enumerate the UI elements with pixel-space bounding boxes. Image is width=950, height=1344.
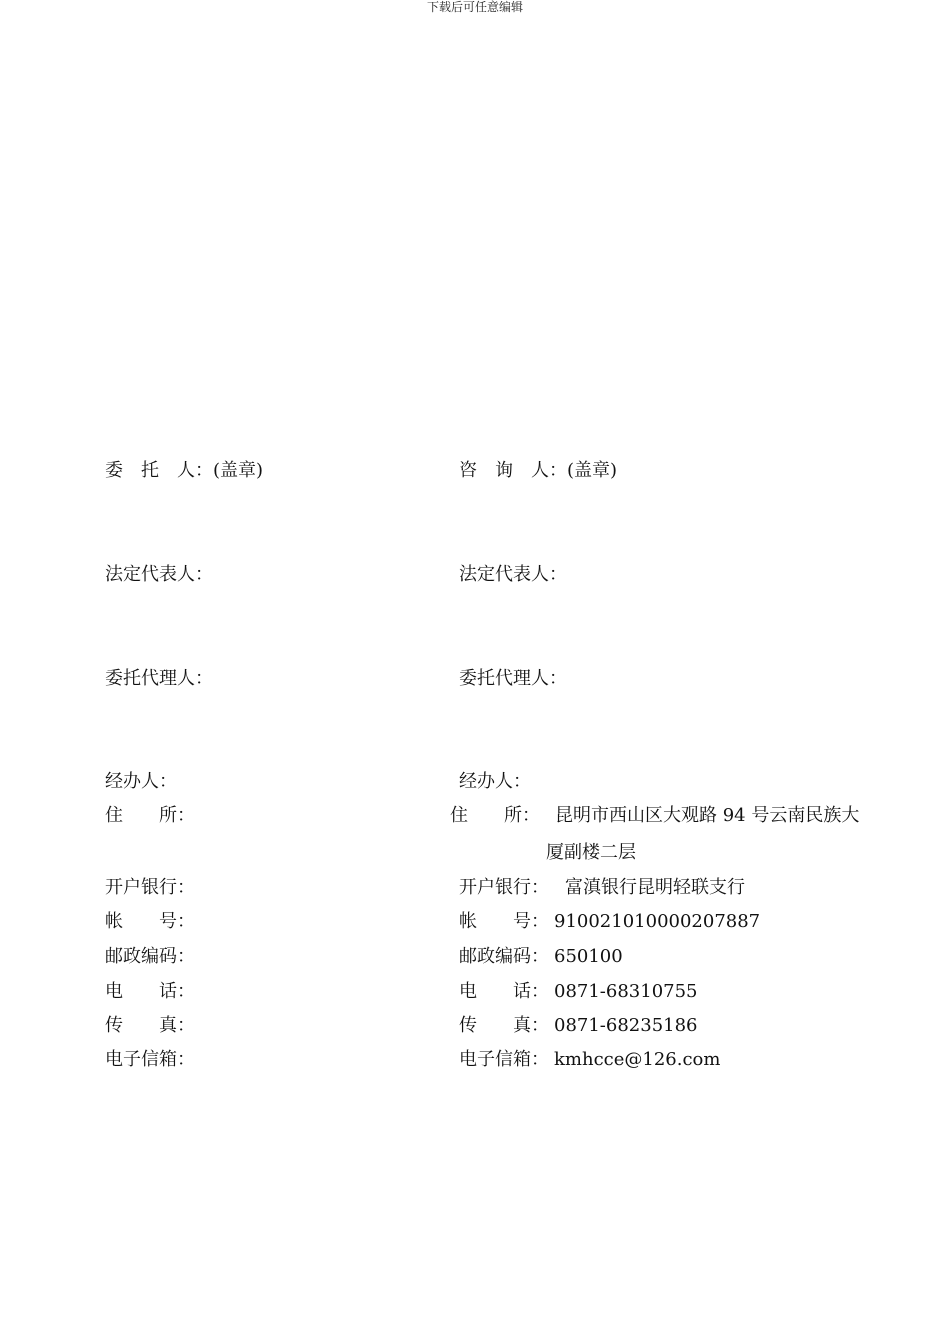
client-postcode-label: 邮政编码：: [105, 946, 195, 967]
client-handler-label: 经办人：: [105, 771, 177, 792]
consultant-email-value: kmhcce@126.com: [554, 1049, 721, 1070]
page-header-note: 下载后可任意编辑: [426, 0, 523, 14]
consultant-address-value-line1: 昆明市西山区大观路 94 号云南民族大: [555, 805, 860, 826]
consultant-agent-label: 委托代理人：: [459, 668, 567, 689]
consultant-phone-value: 0871-68310755: [554, 981, 698, 1002]
consultant-postcode-label: 邮政编码：: [459, 946, 549, 967]
consultant-fax-label: 传 真：: [459, 1015, 549, 1036]
client-bank-label: 开户银行：: [105, 877, 195, 898]
consultant-fax-value: 0871-68235186: [554, 1015, 698, 1036]
consultant-bank-label: 开户银行：: [459, 877, 549, 898]
consultant-address-value-line2: 厦副楼二层: [546, 842, 636, 863]
client-label: 委 托 人：(盖章): [105, 460, 264, 481]
consultant-bank-value: 富滇银行昆明轻联支行: [565, 877, 745, 898]
consultant-legal-rep-label: 法定代表人：: [459, 564, 567, 585]
client-phone-label: 电 话：: [105, 981, 195, 1002]
consultant-account-label: 帐 号：: [459, 911, 549, 932]
consultant-account-value: 910021010000207887: [554, 911, 761, 932]
client-address-label: 住 所：: [105, 805, 195, 826]
consultant-postcode-value: 650100: [554, 946, 623, 967]
consultant-handler-label: 经办人：: [459, 771, 531, 792]
consultant-email-label: 电子信箱：: [459, 1049, 549, 1070]
client-agent-label: 委托代理人：: [105, 668, 213, 689]
consultant-label: 咨 询 人：(盖章): [459, 460, 618, 481]
consultant-address-label: 住 所：: [450, 805, 540, 826]
client-legal-rep-label: 法定代表人：: [105, 564, 213, 585]
consultant-phone-label: 电 话：: [459, 981, 549, 1002]
client-fax-label: 传 真：: [105, 1015, 195, 1036]
client-account-label: 帐 号：: [105, 911, 195, 932]
client-email-label: 电子信箱：: [105, 1049, 195, 1070]
